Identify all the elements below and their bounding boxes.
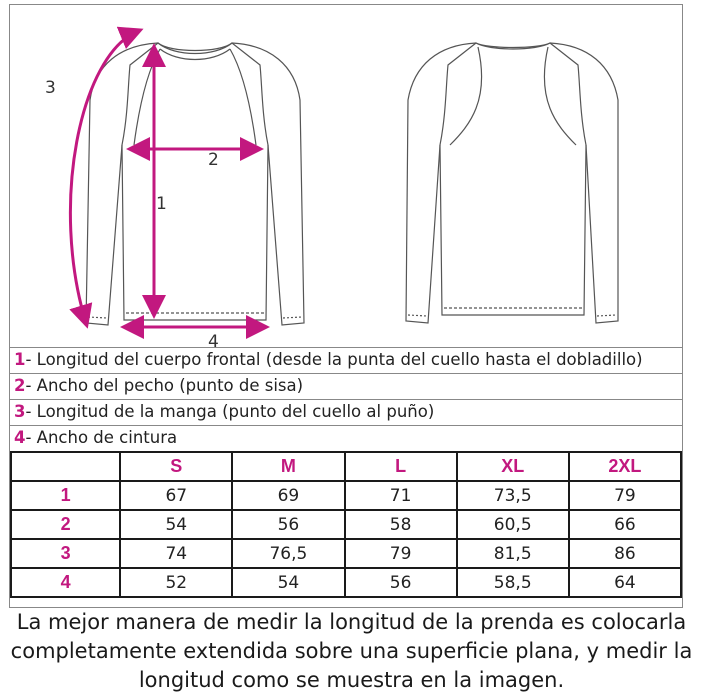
legend-item-4 [10, 425, 682, 449]
table-header-cell: M [232, 452, 344, 481]
table-cell: 60,5 [457, 510, 569, 539]
table-cell: 66 [569, 510, 681, 539]
measuring-instructions [0, 608, 703, 695]
legend-item-3 [10, 399, 682, 423]
table-cell: 52 [120, 568, 232, 597]
table-row [11, 481, 681, 510]
table-row [11, 568, 681, 597]
table-cell: 69 [232, 481, 344, 510]
measure-label-3: 3 [45, 78, 56, 98]
table-header-cell: S [120, 452, 232, 481]
table-row [11, 539, 681, 568]
legend-item-1 [10, 347, 682, 371]
table-cell: 58,5 [457, 568, 569, 597]
table-header-cell: 2XL [569, 452, 681, 481]
instruction-line: La mejor manera de medir la longitud de la prenda es colocarla [16, 610, 687, 634]
table-row [11, 510, 681, 539]
legend-text: - Ancho del pecho (punto de sisa) [25, 376, 304, 395]
instruction-line: longitud como se muestra en la imagen. [138, 668, 565, 692]
table-cell: 76,5 [232, 539, 344, 568]
table-row-label: 1 [11, 481, 120, 510]
legend-number: 1 [14, 350, 26, 369]
legend-text: - Longitud del cuerpo frontal (desde la punta del cuello hasta el dobladillo) [25, 350, 643, 369]
legend-item-2 [10, 373, 682, 397]
front-shirt-drawing [86, 43, 304, 325]
measure-line-3 [70, 31, 138, 323]
table-header-cell: L [345, 452, 457, 481]
size-chart-frame [9, 4, 683, 608]
legend-number: 4 [14, 428, 26, 447]
table-cell: 86 [569, 539, 681, 568]
garment-illustration [10, 5, 684, 347]
table-cell: 56 [345, 568, 457, 597]
legend-number: 3 [14, 402, 26, 421]
table-cell: 54 [120, 510, 232, 539]
table-cell: 56 [232, 510, 344, 539]
table-cell: 58 [345, 510, 457, 539]
table-cell: 74 [120, 539, 232, 568]
table-header-cell: XL [457, 452, 569, 481]
table-cell: 73,5 [457, 481, 569, 510]
legend-text: - Longitud de la manga (punto del cuello al puño) [25, 402, 435, 421]
legend-text: - Ancho de cintura [25, 428, 178, 447]
table-cell: 81,5 [457, 539, 569, 568]
table-cell: 67 [120, 481, 232, 510]
table-cell: 64 [569, 568, 681, 597]
table-header-cell [11, 452, 120, 481]
instruction-line: completamente extendida sobre una superficie plana, y medir la [10, 639, 693, 663]
table-cell: 79 [569, 481, 681, 510]
measurement-lines [70, 31, 264, 327]
measure-label-4: 4 [208, 332, 219, 347]
measure-label-1: 1 [156, 194, 167, 214]
table-header-row [11, 452, 681, 481]
table-row-label: 2 [11, 510, 120, 539]
size-table [10, 451, 682, 598]
table-cell: 79 [345, 539, 457, 568]
table-row-label: 4 [11, 568, 120, 597]
table-cell: 54 [232, 568, 344, 597]
legend-number: 2 [14, 376, 26, 395]
table-row-label: 3 [11, 539, 120, 568]
back-shirt-drawing [406, 43, 618, 323]
table-cell: 71 [345, 481, 457, 510]
measure-label-2: 2 [208, 150, 219, 170]
